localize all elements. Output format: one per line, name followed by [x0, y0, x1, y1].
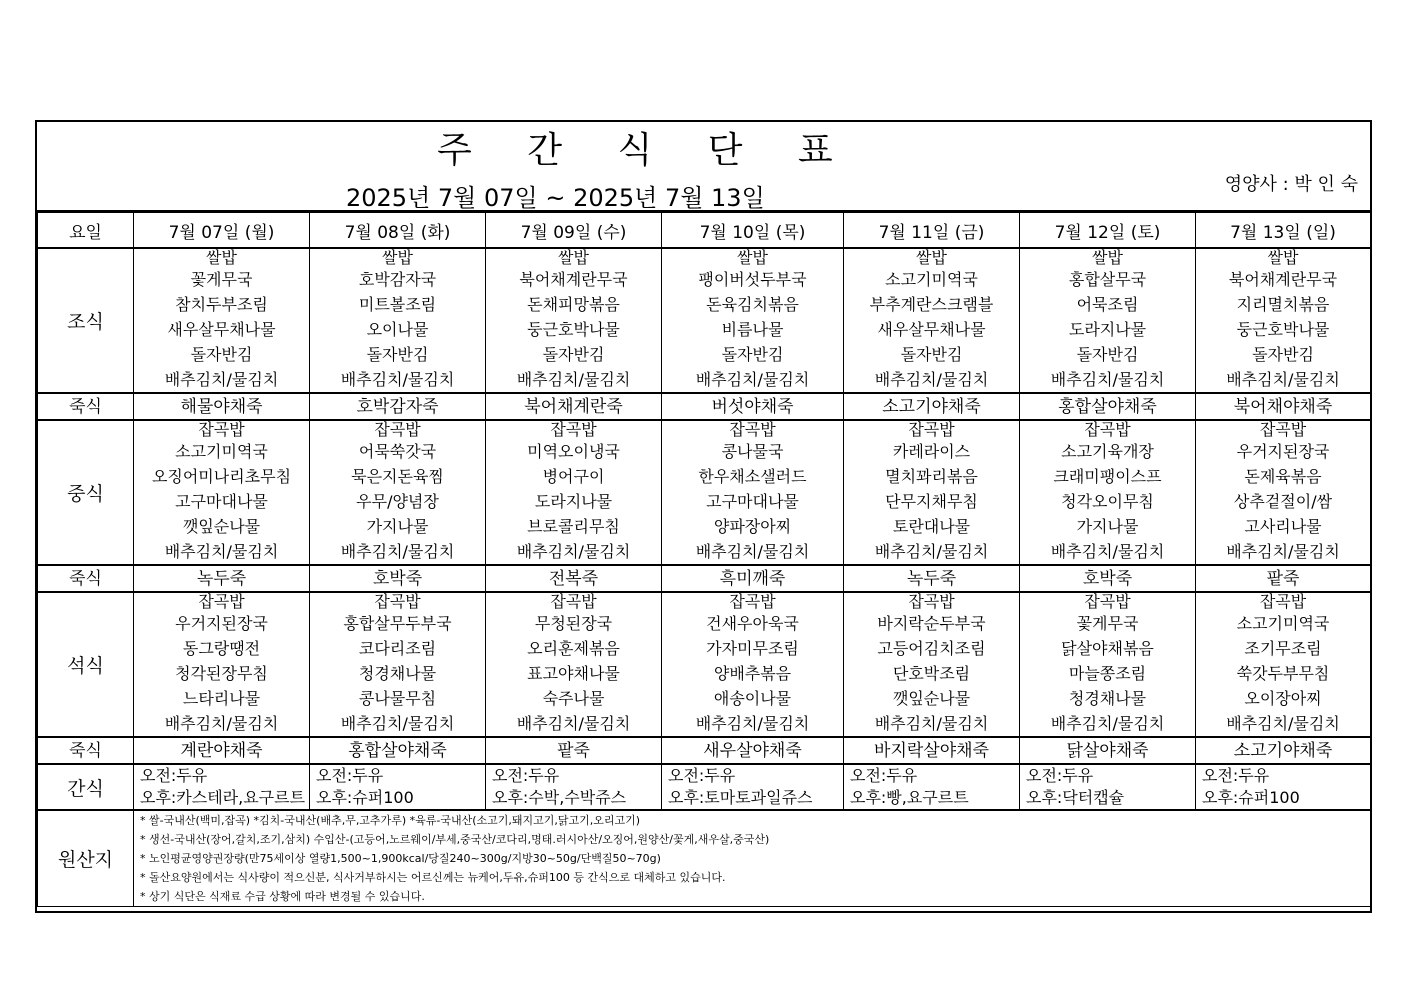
menu-item: 바지락순두부국	[877, 614, 986, 633]
menu-item: 병어구이	[542, 467, 605, 486]
breakfast-cell	[844, 248, 1020, 393]
lunch-cell	[662, 420, 844, 565]
menu-item: 둥근호박나물	[1236, 320, 1330, 339]
snack-cell	[844, 764, 1020, 810]
menu-item: 잡곡밥	[1084, 592, 1131, 611]
menu-item: 청각된장무침	[175, 664, 268, 683]
menu-item: 소고기미역국	[885, 270, 978, 289]
porridge-cell: 계란야채죽	[134, 737, 310, 764]
lunch-cell	[486, 420, 662, 565]
origin-note: * 쌀-국내산(백미,잡곡) *김치-국내산(배추,무,고추가루) *육류-국내산(소고기,돼지고기,닭고기,오리고기)	[140, 814, 641, 827]
breakfast-cell	[662, 248, 844, 393]
menu-item: 깻잎순나물	[182, 517, 261, 536]
menu-item: 배추김치/물김치	[1226, 542, 1340, 561]
porridge-label: 죽식	[38, 565, 134, 592]
menu-item: 멸치꽈리볶음	[885, 467, 978, 486]
menu-item: 새우살무채나물	[877, 320, 986, 339]
menu-item: 쌀밥	[206, 248, 237, 267]
menu-item: 배추김치/물김치	[874, 370, 989, 389]
dinner-cell	[662, 592, 844, 737]
menu-item: 홍합살무국	[1068, 270, 1147, 289]
menu-item: 돌자반김	[1252, 345, 1314, 364]
day-label: 요일	[38, 213, 134, 249]
porridge-cell: 해물야채죽	[134, 393, 310, 420]
menu-item: 단무지채무침	[885, 492, 978, 511]
menu-item: 잡곡밥	[550, 592, 597, 611]
snack-item: 오전:두유	[140, 766, 208, 785]
menu-item: 애송이나물	[713, 689, 792, 708]
menu-item: 미역오이냉국	[527, 442, 620, 461]
porridge-cell: 바지락살야채죽	[844, 737, 1020, 764]
snack-row	[38, 764, 1371, 810]
menu-item: 마늘쫑조림	[1068, 664, 1147, 683]
snack-cell	[310, 764, 486, 810]
menu-item: 돌자반김	[542, 345, 605, 364]
snack-label: 간식	[38, 764, 134, 810]
porridge-label: 죽식	[38, 737, 134, 764]
menu-item: 묵은지돈육찜	[351, 467, 444, 486]
porridge-cell: 팥죽	[486, 737, 662, 764]
menu-item: 쌀밥	[1092, 248, 1123, 267]
menu-item: 배추김치/물김치	[1050, 542, 1165, 561]
menu-item: 배추김치/물김치	[1050, 714, 1165, 733]
menu-item: 양파장아찌	[713, 517, 792, 536]
menu-item: 오징어미나리초무침	[151, 467, 292, 486]
porridge-cell: 녹두죽	[844, 565, 1020, 592]
menu-item: 잡곡밥	[1259, 420, 1307, 439]
menu-item: 잡곡밥	[550, 420, 597, 439]
origin-notes	[134, 810, 1371, 907]
menu-item: 호박감자국	[358, 270, 437, 289]
lunch-porridge-row	[38, 565, 1371, 592]
menu-item: 브로콜리무침	[527, 517, 620, 536]
menu-item: 콩나물무침	[358, 689, 437, 708]
menu-item: 청각오이무침	[1061, 492, 1154, 511]
porridge-cell: 새우살야채죽	[662, 737, 844, 764]
menu-item: 배추김치/물김치	[874, 714, 989, 733]
menu-item: 배추김치/물김치	[340, 542, 455, 561]
snack-item: 오후:수박,수박쥬스	[492, 788, 627, 807]
breakfast-cell	[134, 248, 310, 393]
menu-period: 2025년 7월 07일 ~ 2025년 7월 13일	[346, 184, 765, 212]
menu-item: 어묵쑥갓국	[358, 442, 437, 461]
menu-item: 청경채나물	[358, 664, 437, 683]
snack-item: 오후:슈퍼100	[316, 788, 414, 807]
snack-cell	[1196, 764, 1371, 810]
menu-item: 오이장아찌	[1244, 689, 1322, 708]
menu-item: 오리훈제볶음	[527, 639, 620, 658]
menu-item: 도라지나물	[534, 492, 613, 511]
menu-item: 돌자반김	[1076, 345, 1139, 364]
menu-item: 배추김치/물김치	[340, 370, 455, 389]
menu-item: 북어채계란무국	[519, 270, 628, 289]
snack-cell	[662, 764, 844, 810]
snack-item: 오전:두유	[316, 766, 384, 785]
porridge-cell: 전복죽	[486, 565, 662, 592]
dinner-cell	[1196, 592, 1371, 737]
header	[37, 122, 1370, 212]
menu-item: 우무/양념장	[356, 492, 439, 511]
menu-item: 소고기미역국	[1236, 614, 1330, 633]
porridge-cell: 호박감자죽	[310, 393, 486, 420]
menu-item: 가지나물	[1076, 517, 1139, 536]
menu-item: 홍합살무두부국	[343, 614, 452, 633]
dinner-cell	[310, 592, 486, 737]
menu-item: 잡곡밥	[374, 592, 421, 611]
lunch-row	[38, 420, 1371, 565]
menu-item: 돈채피망볶음	[527, 295, 620, 314]
menu-item: 고구마대나물	[175, 492, 268, 511]
dinner-cell	[134, 592, 310, 737]
breakfast-cell	[1196, 248, 1371, 393]
breakfast-cell	[310, 248, 486, 393]
day-header: 7월 07일 (월)	[134, 213, 310, 249]
menu-item: 닭살야채볶음	[1061, 639, 1154, 658]
menu-item: 표고야채나물	[527, 664, 620, 683]
menu-item: 꽃게무국	[190, 270, 253, 289]
menu-sheet	[35, 120, 1372, 913]
lunch-cell	[844, 420, 1020, 565]
menu-item: 가자미무조림	[706, 639, 799, 658]
menu-item: 돌자반김	[366, 345, 429, 364]
menu-item: 단호박조림	[892, 664, 971, 683]
porridge-cell: 북어채계란죽	[486, 393, 662, 420]
menu-item: 팽이버섯두부국	[698, 270, 807, 289]
day-header: 7월 11일 (금)	[844, 213, 1020, 249]
menu-item: 배추김치/물김치	[516, 714, 631, 733]
menu-item: 둥근호박나물	[527, 320, 620, 339]
menu-item: 무청된장국	[534, 614, 613, 633]
menu-item: 토란대나물	[892, 517, 971, 536]
menu-item: 고등어김치조림	[877, 639, 986, 658]
porridge-cell: 소고기야채죽	[1196, 737, 1371, 764]
menu-item: 배추김치/물김치	[1226, 370, 1340, 389]
snack-item: 오후:닥터캡슐	[1026, 788, 1125, 807]
menu-item: 쌀밥	[916, 248, 947, 267]
lunch-cell	[134, 420, 310, 565]
day-header: 7월 09일 (수)	[486, 213, 662, 249]
snack-item: 오후:카스테라,요구르트	[140, 788, 306, 807]
menu-item: 청경채나물	[1068, 689, 1147, 708]
menu-item: 배추김치/물김치	[164, 542, 279, 561]
snack-item: 오전:두유	[492, 766, 560, 785]
porridge-cell: 홍합살야채죽	[1020, 393, 1196, 420]
menu-item: 쑥갓두부무침	[1236, 664, 1330, 683]
menu-item: 비름나물	[721, 320, 784, 339]
menu-item: 쌀밥	[737, 248, 768, 267]
origin-row	[38, 810, 1371, 907]
dinner-cell	[1020, 592, 1196, 737]
menu-item: 건새우아욱국	[706, 614, 799, 633]
menu-item: 도라지나물	[1068, 320, 1147, 339]
menu-item: 배추김치/물김치	[695, 370, 810, 389]
menu-item: 잡곡밥	[198, 420, 245, 439]
menu-item: 우거지된장국	[175, 614, 268, 633]
menu-item: 상추겉절이/쌈	[1233, 492, 1333, 511]
menu-item: 소고기육개장	[1061, 442, 1154, 461]
menu-item: 고구마대나물	[706, 492, 799, 511]
menu-item: 가지나물	[366, 517, 429, 536]
dinner-porridge-row	[38, 737, 1371, 764]
menu-item: 잡곡밥	[198, 592, 245, 611]
menu-item: 돈육김치볶음	[706, 295, 799, 314]
menu-item: 새우살무채나물	[167, 320, 276, 339]
menu-item: 양배추볶음	[713, 664, 792, 683]
dinner-row	[38, 592, 1371, 737]
menu-item: 잡곡밥	[1084, 420, 1131, 439]
porridge-cell: 홍합살야채죽	[310, 737, 486, 764]
origin-note: * 돌산요양원에서는 식사량이 적으신분, 식사거부하시는 어르신께는 뉴케어,두유,슈퍼100 등 간식으로 대체하고 있습니다.	[140, 871, 726, 884]
menu-item: 잡곡밥	[908, 592, 955, 611]
menu-item: 오이나물	[366, 320, 429, 339]
porridge-cell: 호박죽	[310, 565, 486, 592]
menu-item: 돌자반김	[900, 345, 963, 364]
menu-item: 카레라이스	[892, 442, 971, 461]
snack-item: 오전:두유	[850, 766, 918, 785]
snack-item: 오후:슈퍼100	[1202, 788, 1300, 807]
menu-item: 잡곡밥	[908, 420, 955, 439]
breakfast-cell	[486, 248, 662, 393]
origin-note: * 상기 식단은 식재료 수급 상황에 따라 변경될 수 있습니다.	[140, 890, 425, 903]
lunch-cell	[1020, 420, 1196, 565]
porridge-cell: 닭살야채죽	[1020, 737, 1196, 764]
day-header-row	[38, 213, 1371, 249]
menu-item: 꽃게무국	[1076, 614, 1139, 633]
menu-item: 쌀밥	[558, 248, 589, 267]
menu-item: 돌자반김	[190, 345, 253, 364]
menu-table-body	[38, 213, 1371, 907]
menu-item: 미트볼조림	[358, 295, 437, 314]
snack-cell	[134, 764, 310, 810]
menu-item: 콩나물국	[721, 442, 784, 461]
menu-item: 배추김치/물김치	[340, 714, 455, 733]
dinner-label: 석식	[38, 592, 134, 737]
snack-item: 오후:토마토과일쥬스	[668, 788, 813, 807]
breakfast-row	[38, 248, 1371, 393]
menu-item: 잡곡밥	[729, 592, 776, 611]
snack-cell	[486, 764, 662, 810]
porridge-cell: 버섯야채죽	[662, 393, 844, 420]
menu-item: 쌀밥	[1267, 248, 1299, 267]
menu-item: 조기무조림	[1244, 639, 1322, 658]
menu-item: 부추계란스크램블	[869, 295, 994, 314]
dinner-cell	[844, 592, 1020, 737]
dietitian-name: 영양사 : 박 인 숙	[1224, 174, 1358, 195]
menu-item: 숙주나물	[542, 689, 605, 708]
snack-cell	[1020, 764, 1196, 810]
menu-item: 잡곡밥	[729, 420, 776, 439]
porridge-cell: 호박죽	[1020, 565, 1196, 592]
menu-item: 배추김치/물김치	[516, 542, 631, 561]
menu-item: 느타리나물	[182, 689, 261, 708]
menu-item: 배추김치/물김치	[874, 542, 989, 561]
lunch-cell	[1196, 420, 1371, 565]
day-header: 7월 08일 (화)	[310, 213, 486, 249]
origin-note: * 노인평균영양권장량(만75세이상 열량1,500~1,900kcal/당질240~300g/지방30~50g/단백질50~70g)	[140, 852, 661, 865]
menu-item: 크래미팽이스프	[1053, 467, 1162, 486]
menu-item: 코다리조림	[358, 639, 437, 658]
menu-item: 배추김치/물김치	[164, 714, 279, 733]
menu-item: 돈제육볶음	[1244, 467, 1322, 486]
lunch-cell	[310, 420, 486, 565]
lunch-label: 중식	[38, 420, 134, 565]
menu-item: 참치두부조림	[175, 295, 268, 314]
porridge-cell: 북어채야채죽	[1196, 393, 1371, 420]
breakfast-label: 조식	[38, 248, 134, 393]
menu-item: 잡곡밥	[374, 420, 421, 439]
porridge-cell: 소고기야채죽	[844, 393, 1020, 420]
dinner-cell	[486, 592, 662, 737]
porridge-cell: 녹두죽	[134, 565, 310, 592]
porridge-cell: 팥죽	[1196, 565, 1371, 592]
menu-item: 고사리나물	[1244, 517, 1322, 536]
day-header: 7월 13일 (일)	[1196, 213, 1371, 249]
menu-item: 북어채계란무국	[1228, 270, 1338, 289]
menu-item: 소고기미역국	[175, 442, 268, 461]
origin-note: * 생선-국내산(장어,갈치,조기,삼치) 수입산-(고등어,노르웨이/부세,중국산/코다리,명태.러시아산/오징어,원양산/꽃게,새우살,중국산)	[140, 833, 770, 846]
menu-item: 쌀밥	[382, 248, 413, 267]
menu-item: 한우채소샐러드	[698, 467, 807, 486]
breakfast-cell	[1020, 248, 1196, 393]
menu-item: 배추김치/물김치	[695, 542, 810, 561]
snack-item: 오후:빵,요구르트	[850, 788, 969, 807]
origin-label: 원산지	[38, 810, 134, 907]
menu-item: 깻잎순나물	[892, 689, 971, 708]
porridge-cell: 흑미깨죽	[662, 565, 844, 592]
menu-item: 잡곡밥	[1259, 592, 1307, 611]
menu-table	[37, 212, 1371, 907]
menu-item: 우거지된장국	[1236, 442, 1330, 461]
snack-item: 오전:두유	[668, 766, 736, 785]
menu-item: 동그랑땡전	[182, 639, 261, 658]
menu-item: 돌자반김	[721, 345, 784, 364]
breakfast-porridge-row	[38, 393, 1371, 420]
menu-item: 배추김치/물김치	[516, 370, 631, 389]
page-title: 주 간 식 단 표	[437, 130, 855, 171]
menu-item: 배추김치/물김치	[695, 714, 810, 733]
porridge-label: 죽식	[38, 393, 134, 420]
day-header: 7월 12일 (토)	[1020, 213, 1196, 249]
menu-item: 지리멸치볶음	[1236, 295, 1330, 314]
menu-item: 배추김치/물김치	[164, 370, 279, 389]
menu-item: 어묵조림	[1076, 295, 1139, 314]
snack-item: 오전:두유	[1026, 766, 1094, 785]
snack-item: 오전:두유	[1202, 766, 1270, 785]
menu-item: 배추김치/물김치	[1050, 370, 1165, 389]
menu-item: 배추김치/물김치	[1226, 714, 1340, 733]
day-header: 7월 10일 (목)	[662, 213, 844, 249]
